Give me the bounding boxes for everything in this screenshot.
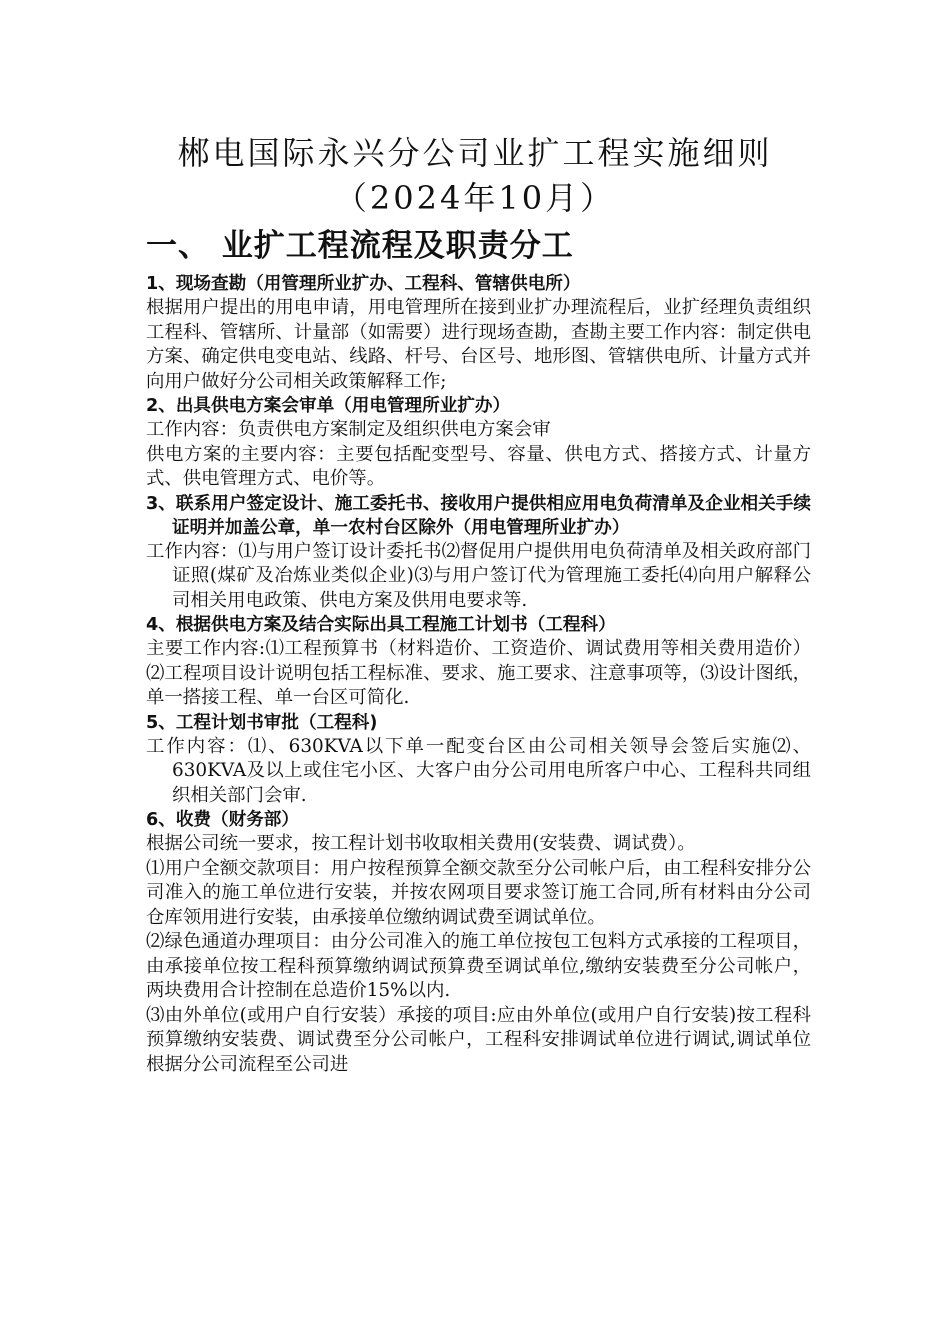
document-title: 郴电国际永兴分公司业扩工程实施细则 — [177, 134, 773, 172]
item-heading-1: 1、现场查勘（用管理所业扩办、工程科、管辖供电所） — [146, 274, 581, 294]
section-body — [146, 272, 811, 1077]
item-3-paragraph: 工作内容：⑴与用户签订设计委托书⑵督促用户提供用电负荷清单及相关政府部门证照(煤矿及冶炼业类似企业)⑶与用户签订代为管理施工委托⑷向用户解释公司相关用电政策、供电方案及供用电要求等. — [146, 540, 811, 611]
item-heading-4: 4、根据供电方案及结合实际出具工程施工计划书（工程科） — [146, 615, 616, 635]
item-6-paragraph-1: 根据公司统一要求，按工程计划书收取相关费用(安装费、调试费）。 — [146, 833, 696, 854]
item-heading-3: 3、联系用户签定设计、施工委托书、接收用户提供相应用电负荷清单及企业相关手续证明并加盖公章，单一农村台区除外（用电管理所业扩办） — [146, 493, 811, 538]
item-heading-5: 5、工程计划书审批（工程科) — [146, 712, 378, 733]
item-6-paragraph-4: ⑶由外单位(或用户自行安装）承接的项目:应由外单位(或用户自行安装)按工程科预算缴纳安装费、调试费至分公司帐户，工程科安排调试单位进行调试,调试单位根据分公司流程至公司进 — [146, 1004, 811, 1075]
item-heading-2: 2、出具供电方案会审单（用电管理所业扩办） — [146, 396, 511, 416]
item-2-paragraph-2: 供电方案的主要内容：主要包括配变型号、容量、供电方式、搭接方式、计量方式、供电管理方式、电价等。 — [146, 443, 811, 489]
item-heading-6: 6、收费（财务部） — [146, 810, 299, 830]
document-date: （2024年10月） — [334, 179, 616, 217]
section-heading: 一、 业扩工程流程及职责分工 — [146, 228, 574, 264]
item-2-paragraph-1: 工作内容：负责供电方案制定及组织供电方案会审 — [146, 419, 551, 440]
item-6-paragraph-2: ⑴用户全额交款项目：用户按程预算全额交款至分公司帐户后，由工程科安排分公司准入的施工单位进行安装，并按农网项目要求签订施工合同,所有材料由分公司仓库领用进行安装，由承接单位缴纳调试费至调试单位。 — [146, 857, 811, 928]
item-4-paragraph: 主要工作内容:⑴工程预算书（材料造价、工资造价、调试费用等相关费用造价）⑵工程项目设计说明包括工程标准、要求、施工要求、注意事项等，⑶设计图纸，单一搭接工程、单一台区可简化. — [146, 638, 811, 708]
item-6-paragraph-3: ⑵绿色通道办理项目：由分公司准入的施工单位按包工包料方式承接的工程项目，由承接单位按工程科预算缴纳调试预算费至调试单位,缴纳安装费至分公司帐户，两块费用合计控制在总造价15%以内. — [146, 931, 811, 1001]
item-5-paragraph: 工作内容：⑴、630KVA以下单一配变台区由公司相关领导会签后实施⑵、630KVA及以上或住宅小区、大客户由分公司用电所客户中心、工程科共同组织相关部门会审. — [146, 735, 811, 806]
item-1-paragraph: 根据用户提出的用电申请，用电管理所在接到业扩办理流程后，业扩经理负责组织工程科、管辖所、计量部（如需要）进行现场查勘，查勘主要工作内容：制定供电方案、确定供电变电站、线路、杆号、台区号、地形图、管辖供电所、计量方式并向用户做好分公司相关政策解释工作; — [146, 297, 811, 392]
